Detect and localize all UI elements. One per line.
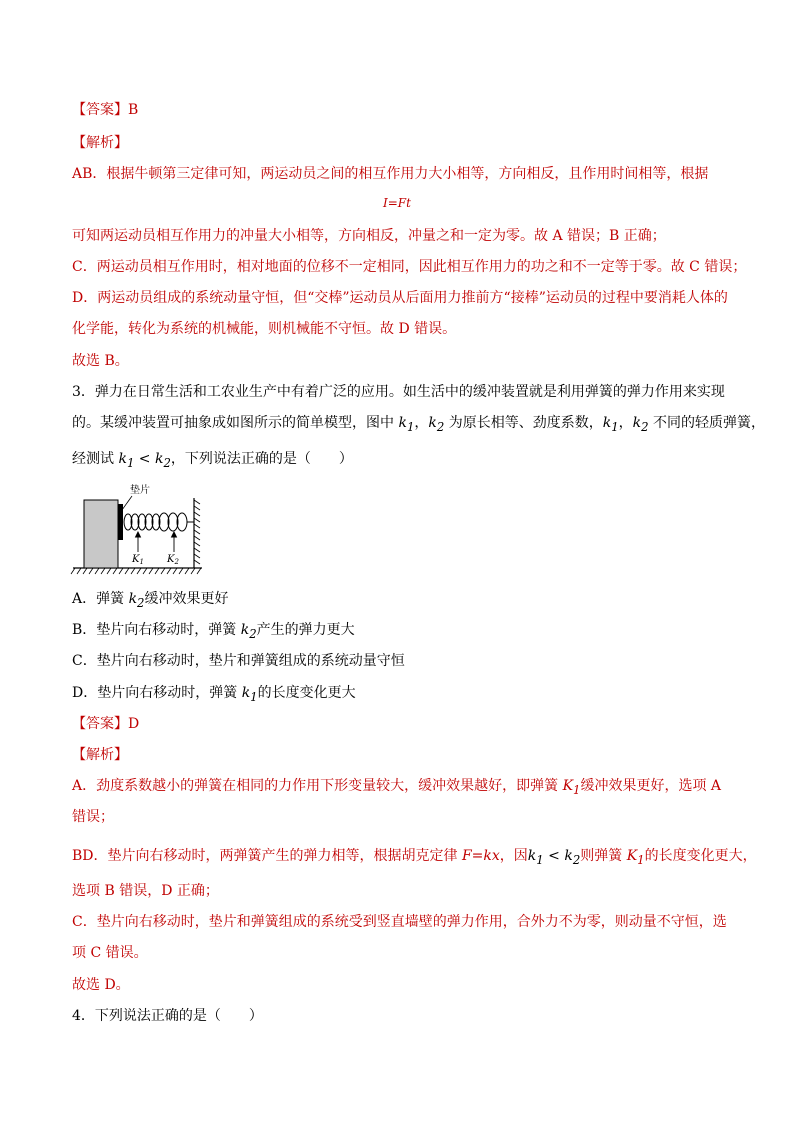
q3-analysis-a2: 错误； bbox=[72, 809, 114, 825]
q2-analysis-label: 【解析】 bbox=[72, 135, 128, 151]
q3-analysis-c1: C．垫片向右移动时，垫片和弹簧组成的系统受到竖直墙壁的弹力作用，合外力不为零，则动量不守恒，选 bbox=[72, 914, 727, 930]
q3-analysis-c2: 项 C 错误。 bbox=[72, 945, 148, 961]
pad-leader-line bbox=[122, 496, 132, 510]
q2-ab-line: AB．根据牛顿第三定律可知，两运动员之间的相互作用力大小相等，方向相反，且作用时间相等，根据 bbox=[72, 166, 709, 182]
ground-hatch bbox=[71, 568, 201, 574]
spring-buffer-figure bbox=[70, 482, 210, 578]
q2-ab-line2: 可知两运动员相互作用力的冲量大小相等，方向相反，冲量之和一定为零。故 A 错误；B 正确； bbox=[72, 228, 666, 244]
arrow-k1 bbox=[136, 532, 141, 552]
pad-label: 垫片 bbox=[130, 485, 150, 496]
block bbox=[84, 500, 118, 568]
q2-answer: 【答案】B bbox=[72, 102, 139, 118]
option-c: C．垫片向右移动时，垫片和弹簧组成的系统动量守恒 bbox=[72, 653, 405, 669]
q2-d-line2: 化学能，转化为系统的机械能，则机械能不守恒。故 D 错误。 bbox=[72, 321, 457, 337]
q2-formula: I=Ft bbox=[383, 196, 411, 210]
label-k1: $K_1$ bbox=[132, 554, 144, 566]
q3-analysis-bd1: BD．垫片向右移动时，两弹簧产生的弹力相等，根据胡克定律 F=kx，因$k_1 < k_2$则弹簧 $K_1$的长度变化更大， bbox=[72, 848, 757, 867]
q3-analysis-a1: A．劲度系数越小的弹簧在相同的力作用下形变量较大，缓冲效果越好，即弹簧 $K_1$缓冲效果更好，选项 A bbox=[72, 778, 722, 797]
label-k2: $K_2$ bbox=[167, 554, 179, 566]
option-b: B．垫片向右移动时，弹簧 $k_2$产生的弹力更大 bbox=[72, 622, 355, 641]
q3-analysis-bd2: 选项 B 错误，D 正确； bbox=[72, 883, 219, 899]
q3-stem-line1: 3．弹力在日常生活和工农业生产中有着广泛的应用。如生活中的缓冲装置就是利用弹簧的弹力作用来实现 bbox=[72, 384, 725, 400]
arrow-k2 bbox=[172, 532, 177, 552]
spring-k2 bbox=[159, 513, 187, 531]
q4-stem: 4．下列说法正确的是（ ） bbox=[72, 1008, 263, 1024]
q3-stem-line3: 经测试 $k_1 < k_2$，下列说法正确的是（ ） bbox=[72, 451, 353, 470]
option-d: D．垫片向右移动时，弹簧 $k_1$的长度变化更大 bbox=[72, 685, 356, 704]
spring-k1 bbox=[124, 514, 160, 530]
option-a: A．弹簧 $k_2$缓冲效果更好 bbox=[72, 591, 229, 610]
q3-choose: 故选 D。 bbox=[72, 977, 130, 993]
q2-c-line: C．两运动员相互作用时，相对地面的位移不一定相同，因此相互作用力的功之和不一定等于零。故 C 错误； bbox=[72, 259, 747, 275]
q2-d-line1: D．两运动员组成的系统动量守恒，但“交棒”运动员从后面用力推前方“接棒”运动员的过程中要消耗人体的 bbox=[72, 290, 728, 306]
q3-answer: 【答案】D bbox=[72, 716, 140, 732]
q3-analysis-label: 【解析】 bbox=[72, 747, 128, 763]
q2-choose: 故选 B。 bbox=[72, 353, 129, 369]
wall-hatch bbox=[194, 500, 200, 564]
q3-stem-line2: 的。某缓冲装置可抽象成如图所示的简单模型，图中 $k_1$，$k_2$ 为原长相等、劲度系数，$k_1$，$k_2$ 不同的轻质弹簧， bbox=[72, 415, 765, 434]
